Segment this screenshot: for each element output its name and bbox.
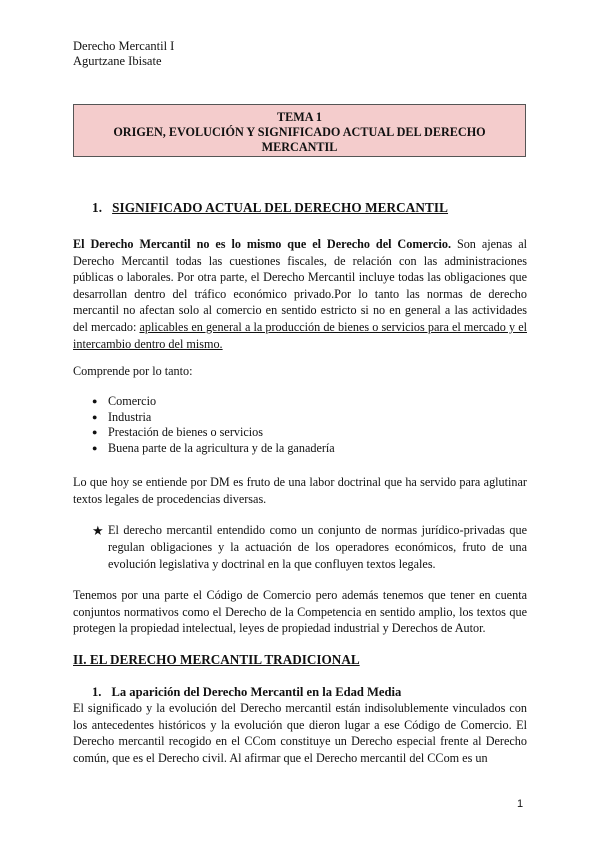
section-1-paragraph-4: Tenemos por una parte el Código de Comercio pero además tenemos que tener en cuenta conjuntos normativos como el Derecho de la Competencia en sentido amplio, los textos que protegen la propiedad intelectual, leyes de propiedad industrial y Derechos de Autor. bbox=[73, 588, 527, 636]
course-name: Derecho Mercantil I bbox=[73, 39, 175, 53]
star-icon: ★ bbox=[92, 523, 104, 538]
subsection-title: La aparición del Derecho Mercantil en la Edad Media bbox=[111, 685, 402, 699]
section-1-title: SIGNIFICADO ACTUAL DEL DERECHO MERCANTIL bbox=[112, 200, 449, 215]
subsection-heading bbox=[92, 685, 401, 700]
section-1-paragraph-2: Comprende por lo tanto: bbox=[73, 364, 193, 378]
section-1-paragraph-3: Lo que hoy se entiende por DM es fruto de una labor doctrinal que ha servido para aglutinar textos legales de procedencias diversas. bbox=[73, 475, 527, 506]
star-item-text: El derecho mercantil entendido como un conjunto de normas jurídico-privadas que regulan obligaciones y la actuación de los operadores económicos, fruto de una evolución legislativa y doctrinal en la que confluyen textos legales. bbox=[108, 523, 527, 571]
title-line-3: MERCANTIL bbox=[261, 140, 338, 154]
subsection-number: 1. bbox=[92, 685, 102, 699]
page-header bbox=[73, 39, 174, 69]
list-item: ● Industria bbox=[92, 410, 335, 426]
section-1-number: 1. bbox=[92, 200, 103, 215]
list-item: ● Comercio bbox=[92, 394, 335, 410]
section-2-heading: II. EL DERECHO MERCANTIL TRADICIONAL bbox=[73, 652, 360, 667]
bullet-list bbox=[92, 394, 335, 456]
list-item: ● Buena parte de la agricultura y de la ganadería bbox=[92, 441, 335, 457]
section-1-paragraph-1 bbox=[73, 236, 527, 352]
section-1-heading bbox=[92, 200, 448, 216]
star-item bbox=[92, 522, 527, 573]
title-line-2: ORIGEN, EVOLUCIÓN Y SIGNIFICADO ACTUAL DEL DERECHO bbox=[113, 125, 486, 139]
author-name: Agurtzane Ibisate bbox=[73, 54, 162, 68]
title-box bbox=[73, 104, 526, 157]
paragraph-1-lead: El Derecho Mercantil no es lo mismo que el Derecho del Comercio. bbox=[73, 237, 452, 251]
paragraph-1-body: Son ajenas al Derecho Mercantil todas las cuestiones fiscales, de relación con las administraciones públicas o laborales. Por otra parte, el Derecho Mercantil incluye todas las obligaciones que desarrollan dentro del tráfico económico privado.Por lo tanto las normas de derecho mercantil no afectan solo al comercio en sentido estricto si no en general a las actividades del mercado: bbox=[73, 237, 527, 334]
paragraph-1-underlined: aplicables en general a la producción de bienes o servicios para el mercado y el intercambio dentro del mismo. bbox=[73, 319, 527, 351]
title-line-1: TEMA 1 bbox=[276, 110, 323, 124]
page-number: 1 bbox=[517, 798, 524, 810]
section-2-paragraph-1: El significado y la evolución del Derecho mercantil están indisolublemente vinculados con los antecedentes históricos y la evolución que dieron lugar a ese Código de Comercio. El Derecho mercantil recogido en el CCom constituye un Derecho especial frente al Derecho común, que es el Derecho civil. Al afirmar que el Derecho mercantil del CCom es un bbox=[73, 701, 527, 765]
list-item: ● Prestación de bienes o servicios bbox=[92, 425, 335, 441]
